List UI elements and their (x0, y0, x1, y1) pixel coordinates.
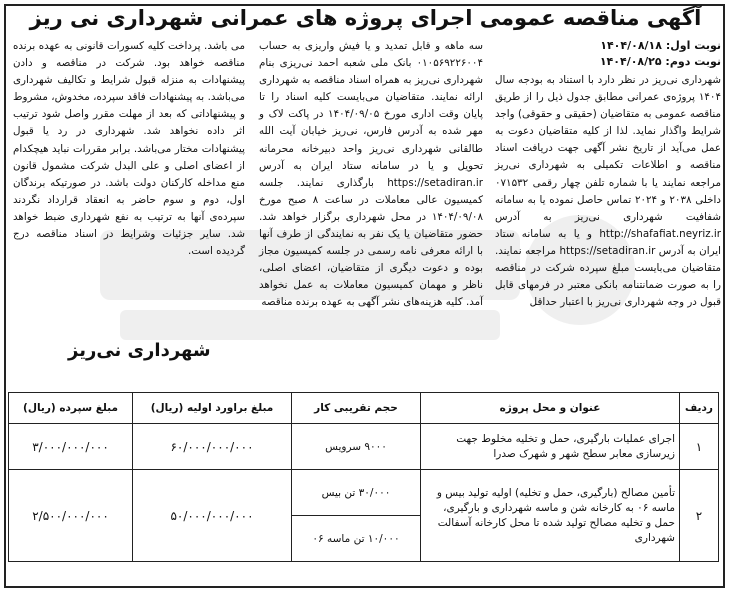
body-column-3 (13, 38, 245, 260)
header-row-number: ردیف (680, 393, 719, 424)
project-volume: ۹۰۰۰ سرویس (292, 424, 421, 470)
signature: شهرداری نی‌ریز (68, 340, 211, 361)
first-publication-date: نوبت اول: ۱۴۰۴/۰۸/۱۸ (600, 39, 721, 52)
row-number: ۲ (680, 470, 719, 562)
project-deposit: ۲/۵۰۰/۰۰۰/۰۰۰ (9, 470, 133, 562)
body-column-1 (495, 72, 721, 311)
second-publication-date: نوبت دوم: ۱۴۰۴/۰۸/۲۵ (599, 55, 721, 68)
header-title: عنوان و محل پروژه (421, 393, 680, 424)
notice-title: آگهی مناقصه عمومی اجرای پروژه های عمرانی شهرداری نی ریز (29, 6, 702, 30)
body-paragraph-1: شهرداری نی‌ریز در نظر دارد با استناد به بودجه سال ۱۴۰۴ پروژه‌ی عمرانی مطابق جدول ذیل را از طریق مناقصه عمومی به متقاضیان (حقیقی و حقوقی) واجد شرایط واگذار نماید. لذا از کلیه متقاضیان دعوت به عمل می‌آید از تاریخ نشر آگهی جهت دریافت اسناد مناقصه و اطلاعات تکمیلی به شهرداری نی‌ریز مراجعه نمایند یا با شماره تلفن چهار رقمی ۰۷۱۵۳۲ داخلی ۲۰۳۸ و ۲۰۲۴ تماس حاصل نموده یا به سامانه شفافیت شهرداری نی‌ریز به آدرس http://shafafiat.neyriz.ir و یا به سامانه ستاد ایران به آدرس https://setadiran.ir مراجعه نمایند. متقاضیان می‌بایست مبلغ سپرده شرکت در مناقصه را به صورت ضمانتنامه بانکی معتبر در فرمهای قابل قبول در وجه شهرداری نی‌ریز با اعتبار حداقل (495, 74, 721, 309)
project-title: تأمین مصالح (بارگیری، حمل و تخلیه) اولیه تولید بیس و ماسه ۰۶ به کارخانه شن و ماسه شهرداری و بارگیری، حمل و تخلیه مصالح تولید شده تا محل کارخانه آسفالت شهرداری (421, 470, 680, 562)
project-title: اجرای عملیات بارگیری، حمل و تخلیه مخلوط جهت زیرسازی معابر سطح شهر و شهرک صدرا (421, 424, 680, 470)
table-header-row (9, 393, 719, 424)
project-volume-base: ۳۰/۰۰۰ تن بیس (292, 470, 421, 516)
table-row (9, 470, 719, 516)
project-volume-sand: ۱۰/۰۰۰ تن ماسه ۰۶ (292, 516, 421, 562)
body-paragraph-3: می باشد. پرداخت کلیه کسورات قانونی به عهده برنده مناقصه خواهد بود. شرکت در مناقصه و دادن پیشنهادات به منزله قبول شرایط و تکالیف شهرداری می‌باشد. به پیشنهادات فاقد سپرده، مخدوش، مشروط و پیشنهاداتی که بعد از مهلت مقرر واصل شود ترتیب اثر داده نخواهد شد. شهرداری در رد یا قبول پیشنهادات مختار می‌باشد. برابر مقررات نباید هیچکدام از اعضای اصلی و علی البدل شرکت مشمول قانون منع مداخله کارکنان دولت باشد. در صورتیکه برندگان اول، دوم و سوم حاضر به انعقاد قرارداد نگردند سپرده‌ی آنها به ترتیب به نفع شهرداری ضبط خواهد شد. سایر جزئیات وشرایط در اسناد مناقصه درج گردیده است. (13, 40, 245, 258)
project-estimate: ۵۰/۰۰۰/۰۰۰/۰۰۰ (133, 470, 292, 562)
body-column-2 (259, 38, 483, 312)
row-number: ۱ (680, 424, 719, 470)
header-volume: حجم تقریبی کار (292, 393, 421, 424)
project-deposit: ۳/۰۰۰/۰۰۰/۰۰۰ (9, 424, 133, 470)
header-estimate: مبلغ براورد اولیه (ریال) (133, 393, 292, 424)
notice-body (8, 38, 723, 384)
project-estimate: ۶۰/۰۰۰/۰۰۰/۰۰۰ (133, 424, 292, 470)
header-deposit: مبلغ سپرده (ریال) (9, 393, 133, 424)
body-paragraph-2: سه ماهه و قابل تمدید و یا فیش واریزی به حساب ۰۱۰۵۶۹۲۲۶۰۰۴ بانک ملی شعبه احمد نی‌ریزی بنام شهرداری نی‌ریز به همراه اسناد مناقصه به شهرداری ارائه نمایند. متقاضیان می‌بایست کلیه اسناد را تا پایان وقت اداری مورخ ۱۴۰۴/۰۹/۰۵ در پاکت لاک و مهر شده به آدرس فارس، نی‌ریز خیابان آیت الله طالقانی شهرداری نی‌ریز واحد دبیرخانه محرمانه تحویل و یا در سامانه ستاد ایران به آدرس https://setadiran.ir بارگذاری نمایند. جلسه کمیسیون عالی معاملات در ساعت ۸ صبح مورخ ۱۴۰۴/۰۹/۰۸ در محل شهرداری برگزار خواهد شد. حضور متقاضیان یا یک نفر به نمایندگی از طرف آنها با ارائه معرفی نامه رسمی در جلسه کمیسیون مجاز بوده و دعوت دیگری از متقاضیان، اعضای اصلی، ناظر و مهمان کمیسیون معاملات به عمل نخواهد آمد. کلیه هزینه‌های نشر آگهی به عهده برنده مناقصه (259, 40, 483, 309)
table-row (9, 424, 719, 470)
projects-table (8, 392, 719, 562)
